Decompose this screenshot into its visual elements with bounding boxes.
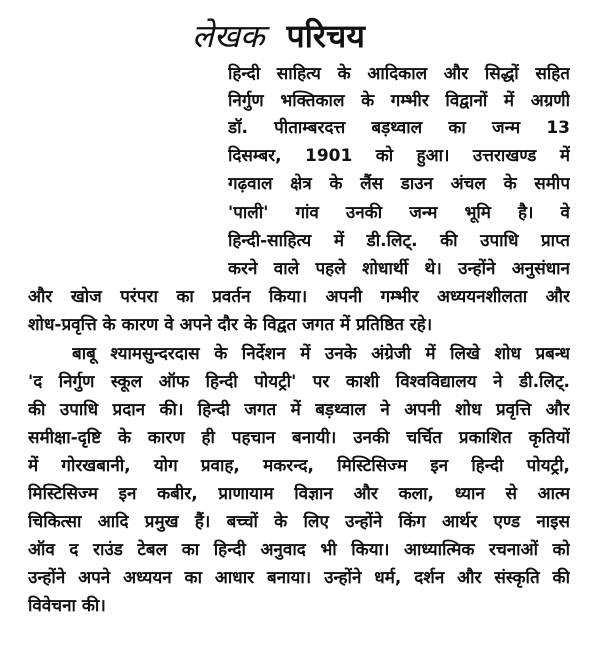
text-line: गढ़वाल क्षेत्र के लैंस डाउन अंचल के समीप [228, 174, 570, 194]
text-line: मिस्टिसिज्म इन कबीर, प्राणायाम विज्ञान और कला, ध्यान से आत्म [28, 484, 570, 504]
text-line: डॉ. पीताम्बरदत्त बड़थ्वाल का जन्म 13 [228, 118, 570, 138]
text-line: 'द निर्गुण स्कूल ऑफ हिन्दी पोयट्री' पर काशी विश्वविद्यालय ने डी.लिट्. [28, 372, 570, 392]
text-line: और खोज परंपरा का प्रवर्तन किया। अपनी गम्भीर अध्ययनशीलता और [28, 287, 570, 307]
text-line: करने वाले पहले शोधार्थी थे। उन्होंने अनुसंधान [228, 259, 570, 279]
text-line: शोध-प्रवृत्ति के कारण वे अपने दौर के विद्वत जगत में प्रतिष्ठित रहे। [28, 315, 433, 335]
text-line: चिकित्सा आदि प्रमुख हैं। बच्चों के लिए उन्होंने किंग आर्थर एण्ड नाइस [28, 512, 570, 532]
text-line: निर्गुण भक्तिकाल के गम्भीर विद्वानों में अग्रणी [228, 91, 570, 111]
text-line: बाबू श्यामसुन्दरदास के निर्देशन में उनके अंग्रेजी में लिखे शोध प्रबन्ध [72, 344, 570, 364]
text-line: में गोरखबानी, योग प्रवाह, मकरन्द, मिस्टिसिज्म इन हिन्दी पोयट्री, [28, 456, 570, 476]
text-line: हिन्दी साहित्य के आदिकाल और सिद्धों सहित [228, 64, 570, 84]
text-line: 'पाली' गांव उनकी जन्म भूमि है। वे [228, 203, 570, 223]
title-part-2: परिचय [286, 17, 365, 55]
text-line: उन्होंने अपने अध्ययन का आधार बनाया। उन्होंने धर्म, दर्शन और संस्कृति की [28, 568, 570, 588]
text-line: विवेचना की। [28, 596, 106, 616]
text-line: दिसम्बर, 1901 को हुआ। उत्तराखण्ड में [228, 146, 570, 166]
text-line: हिन्दी-साहित्य में डी.लिट्. की उपाधि प्राप्त [228, 231, 570, 251]
text-line: समीक्षा-दृष्टि के कारण ही पहचान बनायी। उनकी चर्चित प्रकाशित कृतियों [28, 428, 570, 448]
page-title [192, 14, 365, 57]
text-line: की उपाधि प्रदान की। हिन्दी जगत में बड़थ्वाल ने अपनी शोध प्रवृत्ति और [28, 400, 570, 420]
text-line: ऑव द राउंड टेबल का हिन्दी अनुवाद भी किया। आध्यात्मिक रचनाओं को [28, 540, 570, 560]
title-part-1: लेखक [192, 17, 265, 55]
